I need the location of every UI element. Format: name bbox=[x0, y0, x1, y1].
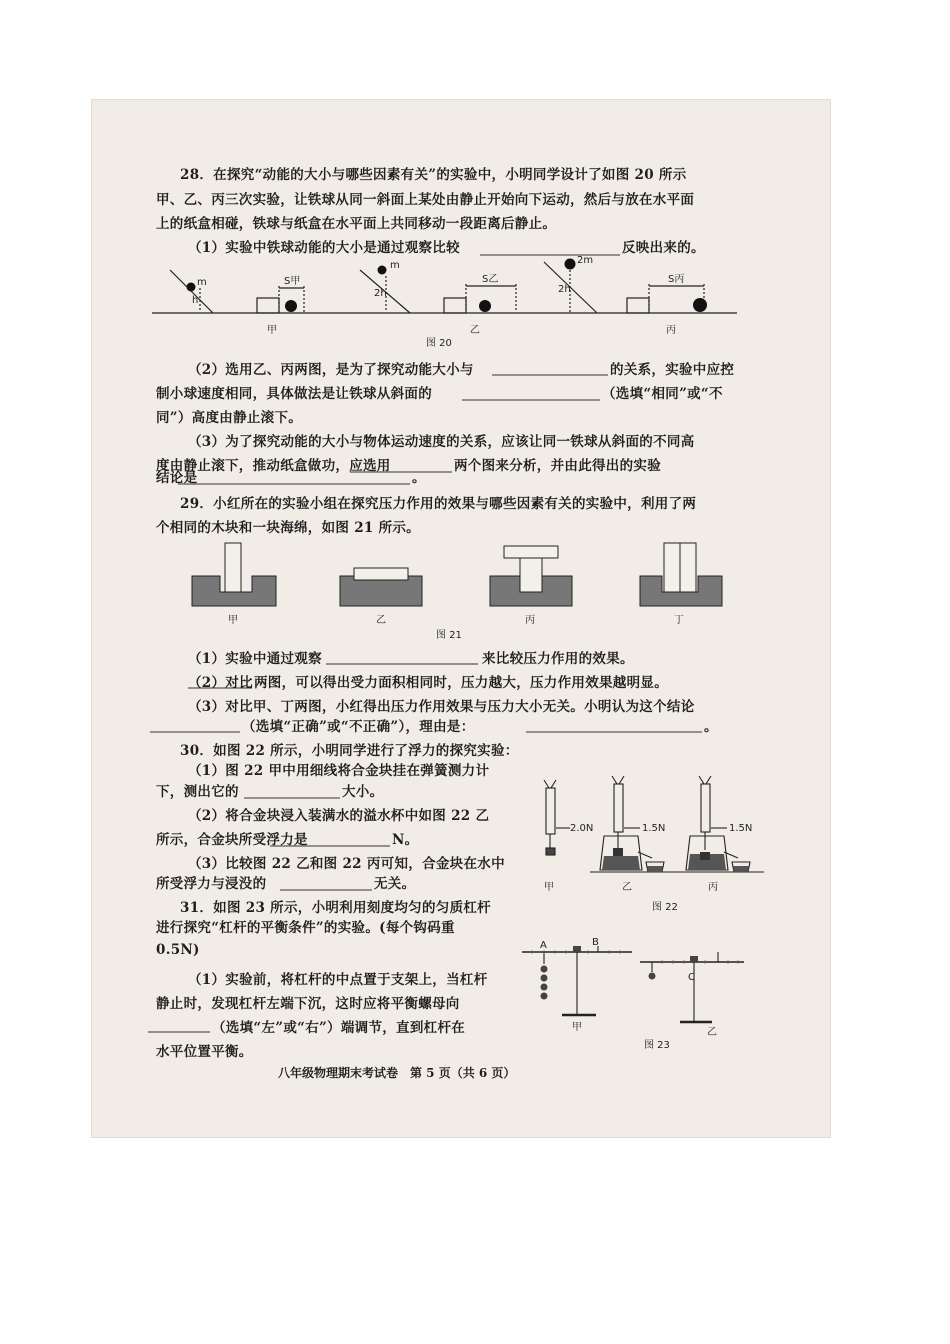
fig23-caption: 图 23 bbox=[644, 1040, 670, 1051]
q31-part1-b: 静止时，发现杠杆左端下沉，这时应将平衡螺母向 bbox=[156, 996, 460, 1012]
fig22-label-yi: 乙 bbox=[622, 882, 632, 893]
q28-line-2: 甲、乙、丙三次实验，让铁球从同一斜面上某处由静止开始向下运动，然后与放在水平面 bbox=[156, 192, 695, 208]
q28-part2-e: 同”）高度由静止滚下。 bbox=[156, 410, 303, 426]
fig23-label-yi: 乙 bbox=[707, 1027, 717, 1038]
exam-page bbox=[92, 100, 830, 1137]
fig22-reading-3: 1.5N bbox=[729, 823, 753, 834]
fig21-label-ding: 丁 bbox=[674, 615, 684, 626]
q28-part3-d: 结论是 bbox=[156, 470, 198, 486]
q30-part3-c: 无关。 bbox=[374, 876, 416, 892]
q28-part3-c: 两个图来分析，并由此得出的实验 bbox=[454, 458, 661, 474]
q29-part1-a: （1）实验中通过观察 bbox=[188, 651, 322, 667]
q28-line-3: 上的纸盒相碰，铁球与纸盒在水平面上共同移动一段距离后静止。 bbox=[156, 216, 557, 232]
q29-line-2: 个相同的木块和一块海绵，如图 21 所示。 bbox=[156, 520, 420, 536]
q31-line-1: 31．如图 23 所示，小明利用刻度均匀的匀质杠杆 bbox=[180, 900, 491, 916]
fig22-reading-2: 1.5N bbox=[642, 823, 666, 834]
q28-part3-b: 度由静止滚下，推动纸盒做功，应选用 bbox=[156, 458, 391, 474]
q30-part2-b: 所示，合金块所受浮力是 bbox=[156, 832, 308, 848]
fig21-label-jia: 甲 bbox=[228, 615, 238, 626]
fig20-label-yi: 乙 bbox=[470, 325, 480, 336]
fig22-reading-1: 2.0N bbox=[570, 823, 594, 834]
q28-part2-c: 制小球速度相同，具体做法是让铁球从斜面的 bbox=[156, 386, 432, 402]
q30-part1-c: 大小。 bbox=[342, 784, 384, 800]
q29-part1-b: 来比较压力作用的效果。 bbox=[482, 651, 634, 667]
fig20-distance-3: S丙 bbox=[668, 274, 685, 285]
fig22-label-jia: 甲 bbox=[544, 882, 554, 893]
fig23-point-b: B bbox=[592, 937, 599, 948]
fig23-point-c: C bbox=[688, 972, 695, 983]
q28-part2-a: （2）选用乙、丙两图，是为了探究动能大小与 bbox=[188, 362, 474, 378]
fig21-label-yi: 乙 bbox=[376, 615, 386, 626]
fig20-distance-1: S甲 bbox=[284, 276, 301, 287]
fig23-label-jia: 甲 bbox=[572, 1022, 582, 1033]
fig20-height-1: h bbox=[192, 295, 199, 306]
q31-part1-a: （1）实验前，将杠杆的中点置于支架上，当杠杆 bbox=[188, 972, 488, 988]
fig20-distance-2: S乙 bbox=[482, 274, 499, 285]
q30-part1-b: 下，测出它的 bbox=[156, 784, 239, 800]
q30-part1-a: （1）图 22 甲中用细线将合金块挂在弹簧测力计 bbox=[188, 763, 490, 779]
q29-part3-c: 。 bbox=[704, 719, 718, 735]
q31-part1-d: 水平位置平衡。 bbox=[156, 1044, 253, 1060]
q28-part1-end: 反映出来的。 bbox=[622, 240, 705, 256]
q29-part2-a: （2）对比 bbox=[188, 675, 253, 691]
fig22-label-bing: 丙 bbox=[708, 882, 718, 893]
q29-line-1: 29．小红所在的实验小组在探究压力作用的效果与哪些因素有关的实验中，利用了两 bbox=[180, 496, 697, 512]
fig22-caption: 图 22 bbox=[652, 902, 678, 913]
fig20-label-jia: 甲 bbox=[267, 325, 277, 336]
q31-line-2: 进行探究“杠杆的平衡条件”的实验。(每个钩码重 bbox=[156, 920, 455, 936]
q28-part3-e: 。 bbox=[412, 470, 426, 486]
q31-line-3: 0.5N) bbox=[156, 942, 200, 958]
fig21-caption: 图 21 bbox=[436, 630, 462, 641]
q30-part3-a: （3）比较图 22 乙和图 22 丙可知，合金块在水中 bbox=[188, 856, 505, 872]
q28-part2-b: 的关系，实验中应控 bbox=[610, 362, 735, 378]
fig20-label-bing: 丙 bbox=[666, 325, 676, 336]
q28-part3-a: （3）为了探究动能的大小与物体运动速度的关系，应该让同一铁球从斜面的不同高 bbox=[188, 434, 695, 450]
q30-title: 30．如图 22 所示，小明同学进行了浮力的探究实验： bbox=[180, 743, 519, 759]
fig20-height-2: 2h bbox=[374, 288, 387, 299]
q31-part1-c: （选填“左”或“右”）端调节，直到杠杆在 bbox=[212, 1020, 466, 1036]
page-footer: 八年级物理期末考试卷 第 5 页（共 6 页） bbox=[278, 1066, 516, 1080]
q29-part3-b: （选填“正确”或“不正确”），理由是： bbox=[242, 719, 475, 735]
fig20-height-3: 2h bbox=[558, 284, 571, 295]
q29-part2-b: 两图，可以得出受力面积相同时，压力越大，压力作用效果越明显。 bbox=[254, 675, 668, 691]
q29-part3-a: （3）对比甲、丁两图，小红得出压力作用效果与压力大小无关。小明认为这个结论 bbox=[188, 699, 695, 715]
q30-part2-c: N。 bbox=[392, 832, 419, 848]
fig20-ball-label-2: m bbox=[390, 260, 400, 271]
fig21-label-bing: 丙 bbox=[525, 615, 535, 626]
fig20-ball-label-1: m bbox=[197, 277, 207, 288]
q28-line-1: 28．在探究“动能的大小与哪些因素有关”的实验中，小明同学设计了如图 20 所示 bbox=[180, 167, 687, 183]
q28-part2-d: （选填“相同”或“不 bbox=[602, 386, 723, 402]
fig20-caption: 图 20 bbox=[426, 338, 452, 349]
figure-23-diagram bbox=[92, 100, 830, 1137]
fig20-ball-label-3: 2m bbox=[577, 255, 594, 266]
q30-part3-b: 所受浮力与浸没的 bbox=[156, 876, 267, 892]
q30-part2-a: （2）将合金块浸入装满水的溢水杯中如图 22 乙 bbox=[188, 808, 490, 824]
q28-part1-text: （1）实验中铁球动能的大小是通过观察比较 bbox=[188, 240, 460, 256]
fig23-point-a: A bbox=[540, 940, 547, 951]
